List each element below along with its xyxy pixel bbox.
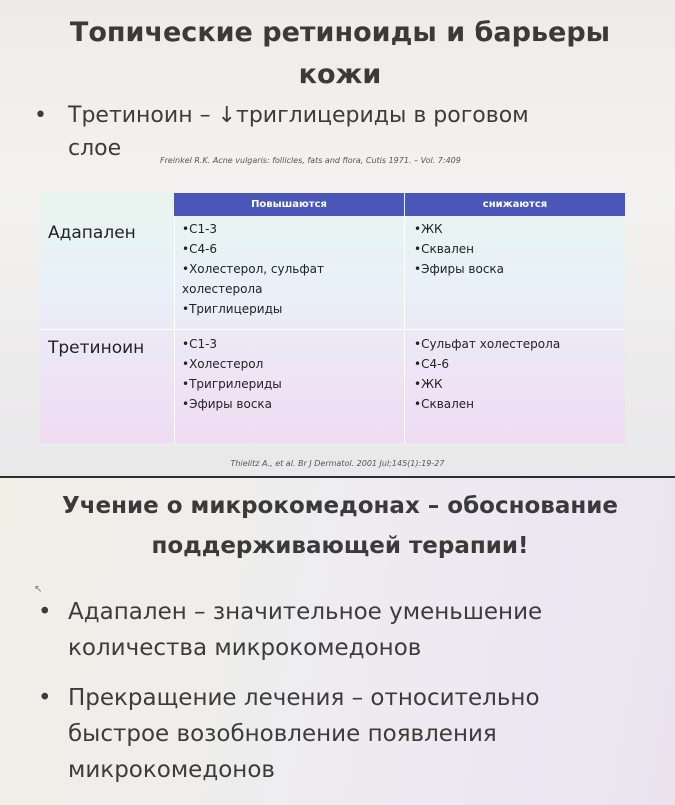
- row-label-tretinoin: Третиноин: [48, 338, 145, 358]
- slide-title-line-2: поддерживающей терапии!: [151, 533, 529, 559]
- slide-title: [20, 486, 660, 566]
- list-item: •Эфиры воска: [414, 262, 505, 276]
- list-item: •Триглицериды: [182, 302, 283, 316]
- tretinoin-decrease-cell: [414, 334, 560, 414]
- slide-microcomedones: [0, 478, 675, 805]
- bullet-marker: •: [34, 103, 47, 128]
- bullet-line: Адапален – значительное уменьшение: [68, 599, 543, 625]
- bullet-text: [68, 594, 658, 666]
- header-increase: Повышаются: [174, 193, 404, 216]
- list-item: •ЖК: [414, 222, 443, 236]
- list-item: •С4-6: [414, 357, 450, 371]
- lipid-changes-table: [40, 193, 625, 443]
- bullet-line: количества микрокомедонов: [68, 635, 422, 661]
- mouse-pointer-icon: ↖: [34, 584, 43, 595]
- slide-title: [20, 12, 660, 96]
- list-item: •С1-3: [182, 337, 218, 351]
- bullet-text: [68, 680, 658, 788]
- tretinoin-bullet-line-2: слое: [68, 136, 122, 161]
- row-divider: [40, 329, 625, 330]
- list-item: •Эфиры воска: [182, 397, 273, 411]
- bullet-marker: •: [38, 599, 52, 625]
- list-item: •Сквален: [414, 397, 475, 411]
- list-item: •Сульфат холестерола: [414, 337, 561, 351]
- tretinoin-increase-cell: [182, 334, 282, 414]
- list-item: •Сквален: [414, 242, 475, 256]
- list-item: •Холестерол: [182, 357, 264, 371]
- adapalene-increase-cell: [182, 219, 324, 319]
- list-item: •Холестерол, сульфат: [182, 262, 324, 276]
- bullet-line: быстрое возобновление появления: [68, 721, 497, 747]
- slide-title-line-1: Топические ретиноиды и барьеры: [69, 17, 611, 48]
- bullet-line: микрокомедонов: [68, 757, 275, 783]
- bullet-marker: •: [38, 685, 52, 711]
- list-item: •С4-6: [182, 242, 218, 256]
- list-item: •ЖК: [414, 377, 443, 391]
- bullet-line: Прекращение лечения – относительно: [68, 685, 540, 711]
- list-item: холестерола: [182, 282, 263, 296]
- slide-title-line-2: кожи: [298, 59, 382, 90]
- slide-title-line-1: Учение о микрокомедонах – обоснование: [62, 493, 618, 519]
- list-item: •С1-3: [182, 222, 218, 236]
- tretinoin-bullet-line-1: Третиноин – ↓триглицериды в роговом: [68, 103, 529, 128]
- tretinoin-bullet-continuation: [68, 134, 121, 164]
- header-decrease: снижаются: [405, 193, 625, 216]
- adapalene-decrease-cell: [414, 219, 504, 279]
- list-item: •Тригрилериды: [182, 377, 282, 391]
- citation-freinkel: Freinkel R.K. Acne vulgaris: follicles, fats and flora, Cutis 1971. – Vol. 7:409: [160, 156, 461, 165]
- row-label-adapalene: Адапален: [48, 223, 136, 243]
- citation-thielitz: Thielitz A., et al. Br J Dermatol. 2001 Jul;145(1):19-27: [230, 459, 445, 468]
